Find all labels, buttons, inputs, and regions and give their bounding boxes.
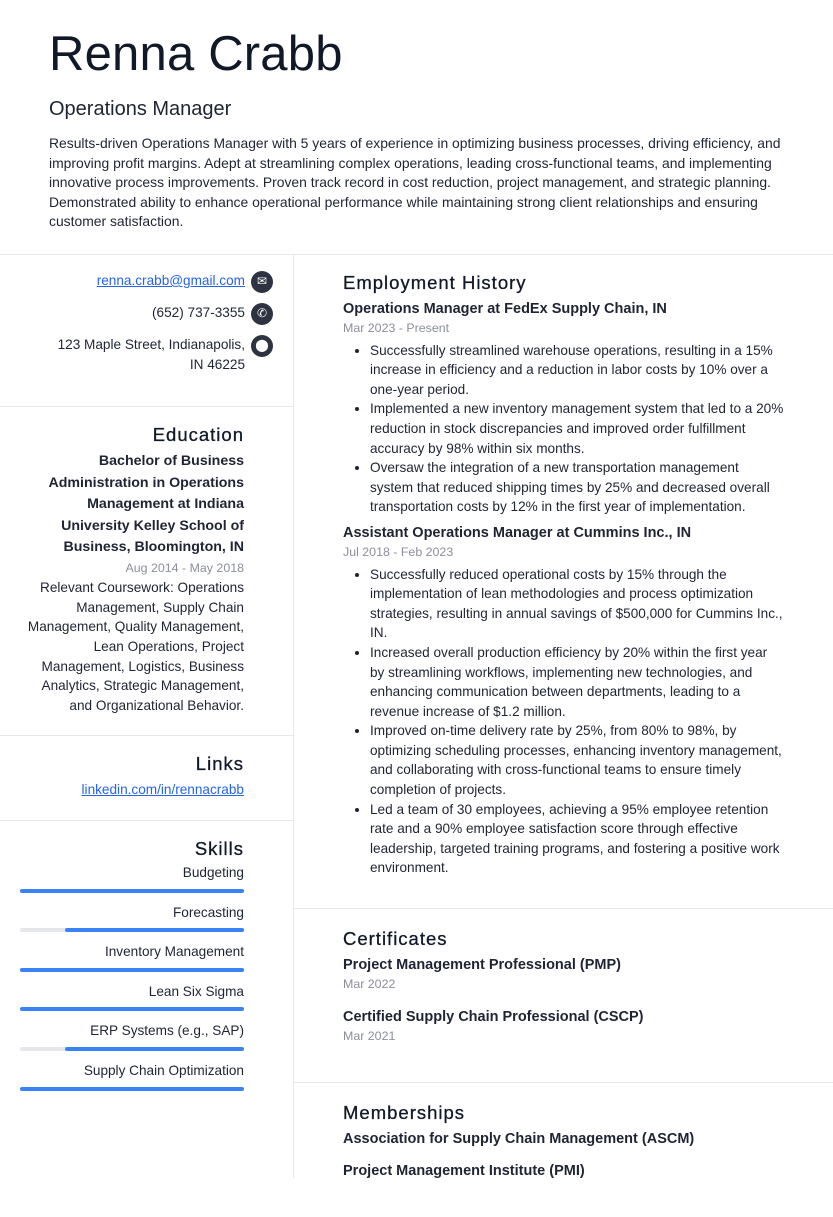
skills-section — [0, 821, 293, 1121]
job-title: Assistant Operations Manager at Cummins Inc., IN — [343, 524, 692, 541]
certificate-item — [343, 955, 785, 995]
job-bullet: • Successfully reduced operational costs by 15% through the implementation of lean methodologies and process optimization strategies, resulting in annual savings of $500,000 for Cummins Inc., IN. — [370, 565, 785, 643]
membership-item — [343, 1161, 785, 1181]
certificate-name: Certified Supply Chain Professional (CSCP) — [343, 1008, 644, 1025]
certificate-name: Project Management Professional (PMP) — [343, 957, 621, 974]
skill-level-fill — [20, 968, 244, 972]
skill-name: Lean Six Sigma — [148, 983, 244, 999]
section-heading: Certificates — [343, 928, 448, 950]
job-bullet: • Led a team of 30 employees, achieving a 95% employee retention rate and a 90% employee satisfaction score through effective leadership, targeted training programs, and fostering a positive work environment. — [370, 800, 785, 878]
membership-item — [343, 1129, 785, 1149]
skill-level-bar — [20, 968, 244, 972]
skill-item — [20, 863, 244, 893]
skill-level-bar — [20, 1087, 244, 1091]
skill-level-fill — [20, 1007, 244, 1011]
job-title: Operations Manager — [49, 98, 232, 120]
section-heading: Links — [195, 753, 244, 775]
skill-level-fill — [20, 1087, 244, 1091]
phone: (652) 737-3355 — [152, 305, 245, 320]
links-section — [0, 736, 293, 821]
memberships-section — [294, 1083, 833, 1217]
skill-name: ERP Systems (e.g., SAP) — [90, 1023, 244, 1039]
degree: Bachelor of Business Administration in Operations Management at Indiana University Kelley School of Business, Bloomington, IN — [48, 453, 244, 556]
skill-level-fill — [65, 928, 244, 932]
job-entry — [343, 523, 785, 878]
job-bullet: • Increased overall production efficiency by 20% within the first year by streamlining workflows, implementing new technologies, and enhancing communication between departments, leading to a revenue increase of $1.2 million. — [370, 643, 785, 721]
education-section — [0, 407, 293, 736]
sidebar — [0, 255, 294, 1178]
envelope-icon: ✉ — [251, 271, 273, 293]
section-heading: Memberships — [343, 1102, 466, 1124]
membership-name: Project Management Institute (PMI) — [343, 1163, 585, 1180]
skill-name: Budgeting — [182, 865, 244, 881]
main-content — [294, 255, 833, 1178]
certificates-section — [294, 909, 833, 1083]
job-bullet: • Improved on-time delivery rate by 25%, from 80% to 98%, by optimizing scheduling processes, enhancing inventory management, and collaborating with cross-functional teams to ensure timely completion of projects. — [370, 721, 785, 799]
section-heading: Employment History — [343, 272, 527, 293]
job-dates: Jul 2018 - Feb 2023 — [343, 544, 454, 559]
section-heading: Skills — [194, 838, 244, 860]
skill-level-bar — [20, 1047, 244, 1051]
skill-item — [20, 1021, 244, 1051]
contact-section — [0, 255, 293, 407]
skill-level-fill — [65, 1047, 244, 1051]
certificate-date: Mar 2022 — [343, 977, 396, 992]
job-dates: Mar 2023 - Present — [343, 321, 450, 335]
skill-item — [20, 903, 244, 933]
candidate-name: Renna Crabb — [49, 27, 343, 81]
certificate-date: Mar 2021 — [343, 1028, 396, 1043]
skill-item — [20, 982, 244, 1012]
summary: Results-driven Operations Manager with 5 years of experience in optimizing business processes, driving efficiency, and improving profit margins. Adept at streamlining complex operations, leading cross-functional teams, and implementing innovative process improvements. Proven track record in cost reduction, project management, and strategic planning. Demonstrated ability to enhance operational performance while maintaining strong client relationships and ensuring customer satisfaction. — [49, 135, 781, 230]
skill-level-bar — [20, 1007, 244, 1011]
job-entry — [343, 299, 785, 517]
certificate-item — [343, 1007, 785, 1047]
skill-name: Inventory Management — [104, 944, 244, 960]
phone-icon: ✆ — [251, 303, 273, 325]
section-heading: Education — [152, 424, 244, 446]
address: 123 Maple Street, Indianapolis, IN 46225 — [57, 337, 245, 372]
job-bullet: • Implemented a new inventory management system that led to a 20% reduction in stock discrepancies and improved order fulfillment accuracy by 98% within six months. — [370, 399, 785, 458]
linkedin-link[interactable]: linkedin.com/in/rennacrabb — [81, 782, 244, 798]
job-title: Operations Manager at FedEx Supply Chain, IN — [343, 301, 667, 317]
skill-name: Supply Chain Optimization — [83, 1063, 244, 1078]
job-bullet: • Oversaw the integration of a new transportation management system that reduced shipping times by 25% and decreased overall transportation costs by 12% in the first year of implementation. — [370, 458, 785, 517]
membership-name: Association for Supply Chain Management (ASCM) — [343, 1131, 695, 1148]
education-dates: Aug 2014 - May 2018 — [125, 560, 244, 575]
skill-item — [20, 942, 244, 972]
skill-item — [20, 1061, 244, 1091]
coursework: Relevant Coursework: Operations Management, Supply Chain Management, Quality Management, Lean Operations, Project Management, Logistics, Business Analytics, Strategic Management, and Organizational Behavior. — [27, 580, 244, 713]
email-link[interactable]: renna.crabb@gmail.com — [96, 273, 245, 288]
employment-section — [294, 255, 833, 909]
skill-name: Forecasting — [172, 904, 244, 920]
skill-level-fill — [20, 889, 244, 893]
skill-level-bar — [20, 928, 244, 932]
map-pin-icon: ⬤ — [251, 335, 273, 357]
job-bullet: • Successfully streamlined warehouse operations, resulting in a 15% increase in efficiency and a reduction in labor costs by 10% over a one-year period. — [370, 341, 785, 400]
resume-header — [0, 0, 833, 255]
skill-level-bar — [20, 889, 244, 893]
